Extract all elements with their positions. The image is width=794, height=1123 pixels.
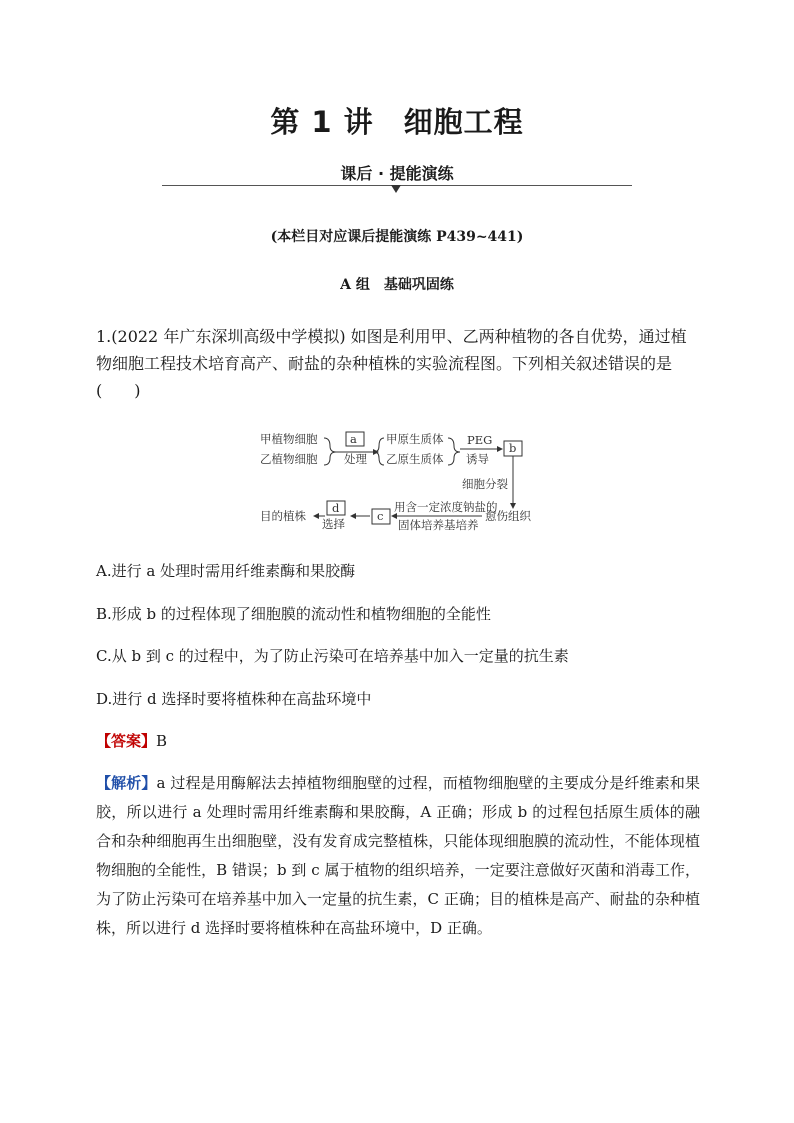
select-label: 选择 (322, 517, 345, 531)
cell-jia-label: 甲植物细胞 (260, 432, 318, 446)
answer-line (96, 730, 167, 751)
triangle-down-icon (391, 185, 401, 193)
division-label: 细胞分裂 (462, 477, 508, 491)
answer-blank: ( ) (96, 381, 141, 400)
box-a-label: a (350, 432, 357, 446)
answer-value: B (156, 732, 168, 750)
callus-label: 愈伤组织 (485, 509, 531, 523)
protoplast-jia-label: 甲原生质体 (386, 432, 444, 446)
section-subtitle: 课后 · 提能演练 (340, 164, 454, 183)
peg-label: PEG (467, 433, 493, 447)
induce-label: 诱导 (466, 452, 489, 466)
page-reference-note: (本栏目对应课后提能演练 P439~441) (270, 229, 524, 245)
question-text: 1.(2022 年广东深圳高级中学模拟) 如图是利用甲、乙两种植物的各自优势，通过植物细胞工程技术培育高产、耐盐的杂种植株的实验流程图。下列相关叙述错误的是 (96, 327, 687, 373)
explanation-block (96, 769, 700, 943)
medium-label-1: 用含一定浓度钠盐的 (394, 500, 498, 514)
box-c-label: c (377, 509, 384, 523)
option-d: D.进行 d 选择时要将植株种在高盐环境中 (96, 690, 372, 708)
cell-yi-label: 乙植物细胞 (260, 452, 318, 466)
question-stem (96, 323, 700, 404)
page-title: 第 1 讲 细胞工程 (270, 105, 524, 139)
box-d-label: d (332, 501, 340, 515)
option-c: C.从 b 到 c 的过程中，为了防止污染可在培养基中加入一定量的抗生素 (96, 647, 569, 665)
box-b-label: b (509, 441, 517, 455)
flow-diagram (258, 428, 548, 534)
medium-label-2: 固体培养基培养 (398, 518, 479, 532)
process-label: 处理 (344, 452, 367, 466)
brace-right (374, 438, 384, 465)
brace-left (324, 438, 336, 465)
explanation-text: a 过程是用酶解法去掉植物细胞壁的过程，而植物细胞壁的主要成分是纤维素和果胶，所以进行 a 处理时需用纤维素酶和果胶酶，A 正确；形成 b 的过程包括原生质体的融合和杂种细胞再生出细胞壁，没有发育成完整植株，只能体现细胞膜的流动性，不能体现植物细胞的全能性，B 错误；b 到 c 属于植物的组织培养，一定要注意做好灭菌和消毒工作，为了防止污染可在培养基中加入一定量的抗生素，C 正确；目的植株是高产、耐盐的杂种植株，所以进行 d 选择时要将植株种在高盐环境中，D 正确。 (96, 774, 700, 937)
group-heading: A 组 基础巩固练 (340, 277, 454, 293)
option-b: B.形成 b 的过程体现了细胞膜的流动性和植物细胞的全能性 (96, 605, 491, 623)
protoplast-yi-label: 乙原生质体 (386, 452, 444, 466)
option-a: A.进行 a 处理时需用纤维素酶和果胶酶 (96, 562, 356, 580)
explanation-label: 【解析】 (96, 774, 157, 792)
target-plant-label: 目的植株 (260, 509, 306, 523)
brace-fusion (448, 438, 460, 465)
answer-label: 【答案】 (96, 732, 157, 750)
